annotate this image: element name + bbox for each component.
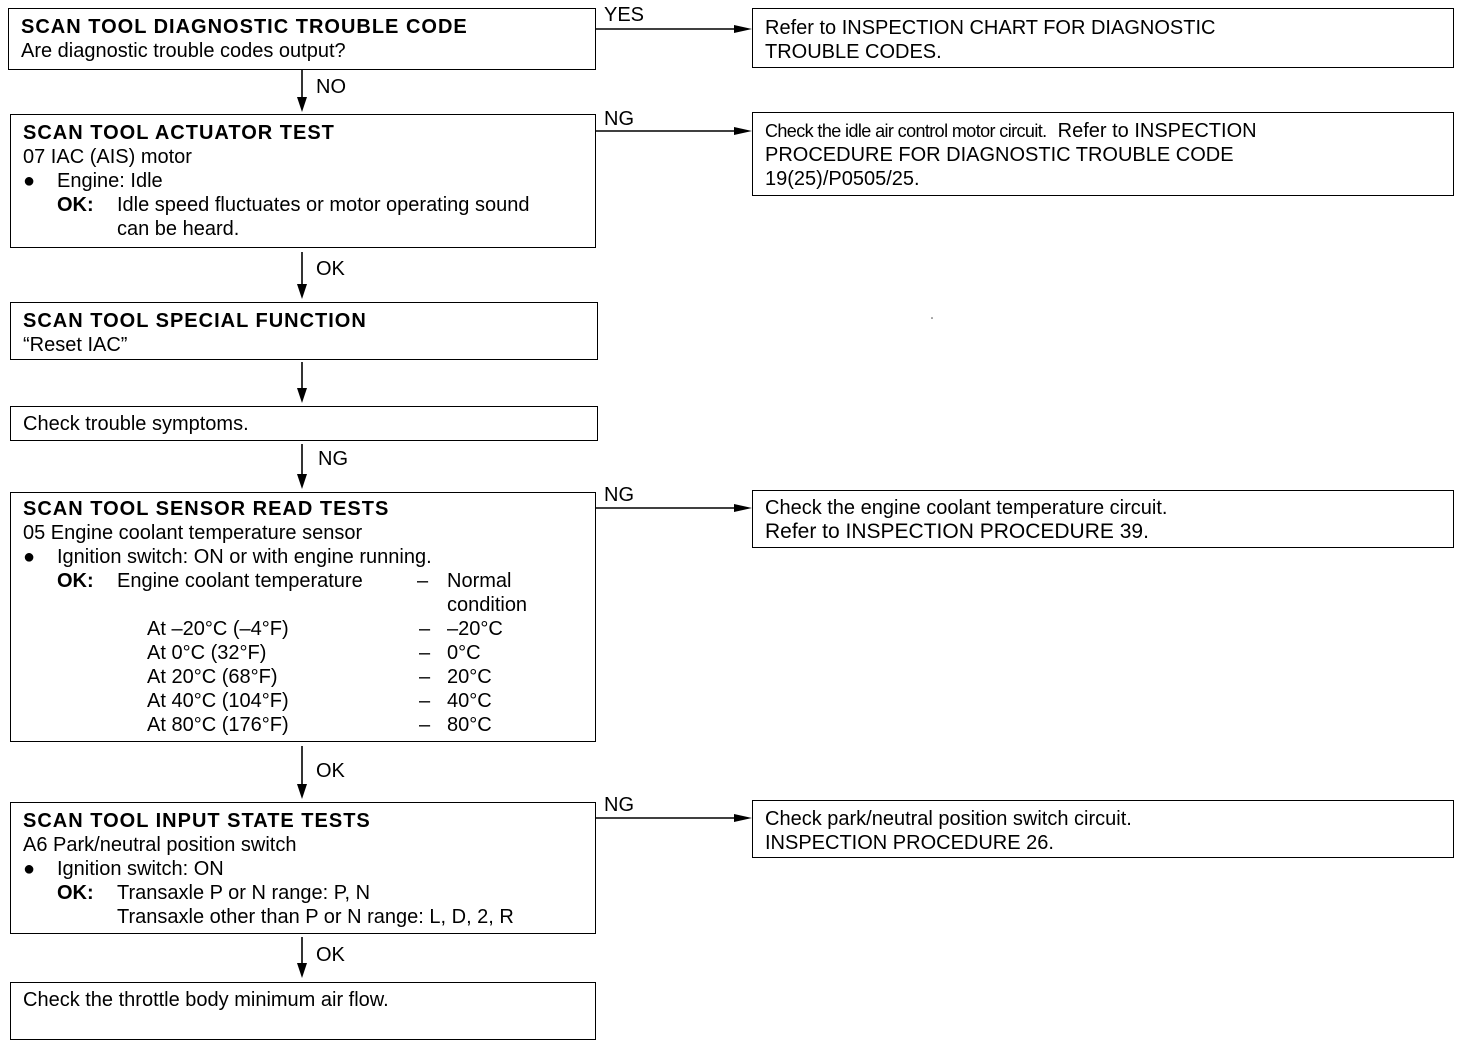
sensor-row-dash: – bbox=[419, 666, 431, 688]
arrow-input-to-throttle bbox=[297, 937, 307, 978]
input-ok-text-1: Transaxle P or N range: P, N bbox=[117, 882, 371, 904]
input-item: A6 Park/neutral position switch bbox=[23, 834, 297, 856]
symptoms-box bbox=[10, 406, 598, 441]
ref-dtc-box bbox=[752, 8, 1454, 68]
ref-coolant-line1: Check the engine coolant temperature circuit. bbox=[765, 497, 1168, 519]
sensor-row-value: 0°C bbox=[447, 642, 481, 664]
ref-coolant-line2: Refer to INSPECTION PROCEDURE 39. bbox=[765, 520, 1149, 543]
sensor-bullet: Ignition switch: ON or with engine running. bbox=[57, 546, 432, 568]
sensor-normal-1: Normal bbox=[447, 570, 512, 592]
label-ng-symptoms: NG bbox=[318, 448, 348, 470]
ref-iac-line1a: Check the idle air control motor circuit. bbox=[765, 121, 1047, 141]
sensor-row-at: At 0°C (32°F) bbox=[147, 642, 267, 664]
arrow-dtc-to-actuator bbox=[297, 70, 307, 112]
actuator-title: SCAN TOOL ACTUATOR TEST bbox=[23, 122, 335, 144]
input-box bbox=[10, 802, 596, 934]
ref-dtc-line2: TROUBLE CODES. bbox=[765, 41, 942, 63]
bullet-dot: ● bbox=[23, 170, 36, 192]
label-ok-sensor: OK bbox=[316, 760, 345, 782]
sensor-normal-2: condition bbox=[447, 594, 528, 616]
sensor-ok-text: Engine coolant temperature bbox=[117, 570, 363, 592]
ok-label: OK: bbox=[57, 570, 94, 592]
ref-iac-line3: 19(25)/P0505/25. bbox=[765, 168, 920, 190]
throttle-box bbox=[10, 982, 596, 1040]
sensor-row-at: At 20°C (68°F) bbox=[147, 666, 278, 688]
sensor-row-dash: – bbox=[419, 618, 431, 640]
sensor-item: 05 Engine coolant temperature sensor bbox=[23, 522, 363, 544]
ref-iac-line1 bbox=[765, 119, 1453, 143]
special-item: “Reset IAC” bbox=[23, 334, 128, 356]
ref-iac-line1b: Refer to INSPECTION bbox=[1057, 120, 1257, 142]
bullet-dot: ● bbox=[23, 546, 36, 568]
ref-iac-line2: PROCEDURE FOR DIAGNOSTIC TROUBLE CODE bbox=[765, 144, 1234, 166]
input-bullet: Ignition switch: ON bbox=[57, 858, 224, 880]
dtc-question: Are diagnostic trouble codes output? bbox=[21, 40, 346, 62]
ref-park-box bbox=[752, 800, 1454, 858]
sensor-row-at: At 80°C (176°F) bbox=[147, 714, 289, 736]
label-ng-actuator: NG bbox=[604, 108, 634, 130]
arrow-yes-to-ref-dtc bbox=[596, 25, 752, 33]
input-bullet-line bbox=[23, 857, 595, 881]
sensor-row-dash: – bbox=[419, 690, 431, 712]
sensor-row-at: At 40°C (104°F) bbox=[147, 690, 289, 712]
symptoms-text: Check trouble symptoms. bbox=[23, 413, 249, 435]
sensor-row-value: –20°C bbox=[447, 618, 503, 640]
sensor-ok-dash: – bbox=[417, 570, 429, 592]
ok-label: OK: bbox=[57, 882, 94, 904]
sensor-row-at: At –20°C (–4°F) bbox=[147, 618, 289, 640]
dtc-title: SCAN TOOL DIAGNOSTIC TROUBLE CODE bbox=[21, 16, 468, 38]
speck bbox=[931, 317, 933, 319]
actuator-ok-line bbox=[23, 193, 595, 217]
actuator-bullet: Engine: Idle bbox=[57, 170, 163, 192]
input-ok-text-2: Transaxle other than P or N range: L, D, 2, R bbox=[117, 906, 514, 928]
arrow-symptoms-to-sensor bbox=[297, 444, 307, 489]
sensor-row-value: 80°C bbox=[447, 714, 492, 736]
sensor-row-value: 40°C bbox=[447, 690, 492, 712]
label-ng-sensor: NG bbox=[604, 484, 634, 506]
label-no: NO bbox=[316, 76, 346, 98]
label-ng-input: NG bbox=[604, 794, 634, 816]
label-yes: YES bbox=[604, 4, 645, 26]
arrow-actuator-to-special bbox=[297, 252, 307, 299]
throttle-text: Check the throttle body minimum air flow. bbox=[23, 989, 389, 1011]
actuator-ok-text-1: Idle speed fluctuates or motor operating sound bbox=[117, 194, 530, 216]
special-title: SCAN TOOL SPECIAL FUNCTION bbox=[23, 310, 367, 332]
actuator-item: 07 IAC (AIS) motor bbox=[23, 146, 192, 168]
input-ok-line bbox=[23, 881, 595, 905]
actuator-box bbox=[10, 114, 596, 248]
label-ok-input: OK bbox=[316, 944, 345, 966]
arrow-sensor-to-input bbox=[297, 746, 307, 799]
ref-park-line1: Check park/neutral position switch circuit. bbox=[765, 808, 1132, 830]
sensor-row-value: 20°C bbox=[447, 666, 492, 688]
sensor-box bbox=[10, 492, 596, 742]
sensor-title: SCAN TOOL SENSOR READ TESTS bbox=[23, 498, 390, 520]
label-ok-actuator: OK bbox=[316, 258, 345, 280]
ref-iac-box bbox=[752, 112, 1454, 196]
sensor-row-dash: – bbox=[419, 642, 431, 664]
special-box bbox=[10, 302, 598, 360]
ref-coolant-box bbox=[752, 490, 1454, 548]
sensor-row-dash: – bbox=[419, 714, 431, 736]
arrow-special-to-symptoms bbox=[297, 362, 307, 403]
ok-label: OK: bbox=[57, 194, 94, 216]
ref-park-line2: INSPECTION PROCEDURE 26. bbox=[765, 832, 1054, 854]
actuator-ok-text-2: can be heard. bbox=[117, 218, 240, 240]
bullet-dot: ● bbox=[23, 858, 36, 880]
input-title: SCAN TOOL INPUT STATE TESTS bbox=[23, 810, 371, 832]
dtc-box bbox=[8, 8, 596, 70]
actuator-bullet-line bbox=[23, 169, 595, 193]
ref-dtc-line1: Refer to INSPECTION CHART FOR DIAGNOSTIC bbox=[765, 17, 1216, 39]
